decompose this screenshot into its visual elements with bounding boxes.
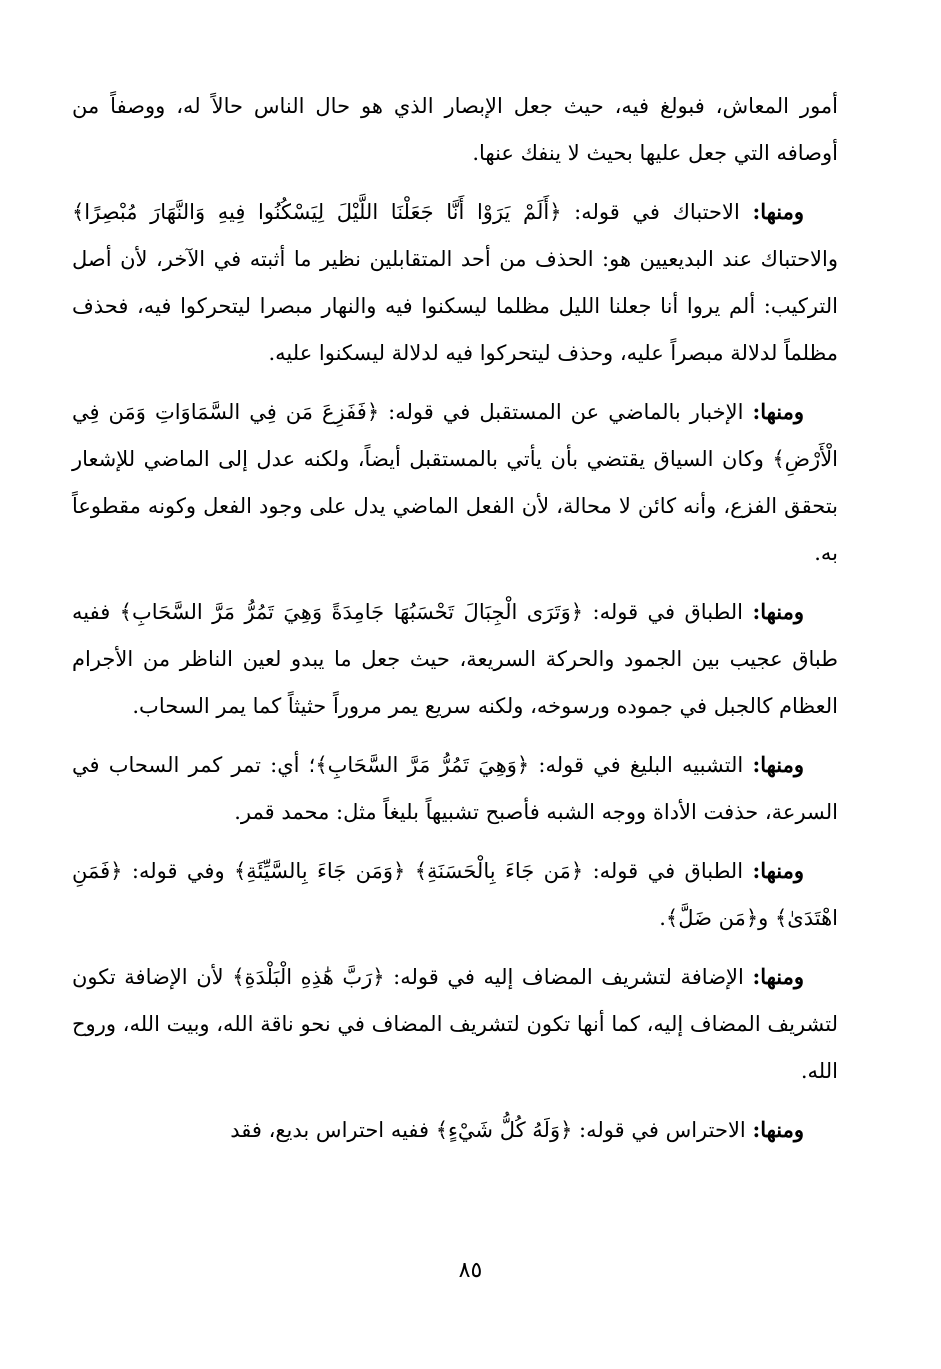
paragraph-6 <box>72 847 838 942</box>
paragraph-lead: ومنها: <box>752 1117 804 1142</box>
paragraph-text: أمور المعاش، فبولغ فيه، حيث جعل الإبصار الذي هو حال الناس حالاً له، ووصفاً من أوصافه التي جعل عليها بحيث لا ينفك عنها. <box>72 94 838 165</box>
paragraph-text: التشبيه البليغ في قوله: ﴿وَهِيَ تَمُرُّ مَرَّ السَّحَابِ﴾؛ أي: تمر كمر السحاب في السرعة، حذفت الأداة ووجه الشبه فأصبح تشبيهاً بليغاً مثل: محمد قمر. <box>72 753 838 824</box>
paragraph-text: الإضافة لتشريف المضاف إليه في قوله: ﴿رَبَّ هَٰذِهِ الْبَلْدَةِ﴾ لأن الإضافة تكون لتشريف المضاف إليه، كما أنها تكون لتشريف المضاف في نحو ناقة الله، وبيت الله، وروح الله. <box>72 965 838 1083</box>
paragraph-7 <box>72 953 838 1095</box>
paragraph-lead: ومنها: <box>752 199 804 224</box>
page-body <box>72 82 838 1165</box>
paragraph-text: الاحتباك في قوله: ﴿أَلَمْ يَرَوْا أَنَّا جَعَلْنَا اللَّيْلَ لِيَسْكُنُوا فِيهِ وَالنَّهَارَ مُبْصِرًا﴾ والاحتباك عند البديعيين هو: الحذف من أحد المتقابلين نظير ما أثبته في الآخر، لأن أصل التركيب: ألم يروا أنا جعلنا الليل مظلما ليسكنوا فيه والنهار مبصرا ليتحركوا فيه، فحذف مظلماً لدلالة مبصراً عليه، وحذف ليتحركوا فيه لدلالة ليسكنوا عليه. <box>72 200 838 365</box>
paragraph-2 <box>72 188 838 377</box>
paragraph-text: الاحتراس في قوله: ﴿وَلَهُ كُلُّ شَيْءٍ﴾ ففيه احتراس بديع، فقد <box>230 1118 753 1142</box>
paragraph-5 <box>72 741 838 836</box>
paragraph-text: الطباق في قوله: ﴿وَتَرَى الْجِبَالَ تَحْسَبُهَا جَامِدَةً وَهِيَ تَمُرُّ مَرَّ السَّحَابِ﴾ ففيه طباق عجيب بين الجمود والحركة السريعة، حيث جعل ما يبدو لعين الناظر من الأجرام العظام كالجبل في جموده ورسوخه، ولكنه سريع يمر مروراً حثيثاً كما يمر السحاب. <box>72 600 838 718</box>
paragraph-lead: ومنها: <box>752 752 804 777</box>
paragraph-4 <box>72 588 838 730</box>
paragraph-8 <box>72 1106 838 1154</box>
page-number: ٨٥ <box>458 1258 483 1283</box>
paragraph-lead: ومنها: <box>752 858 804 883</box>
paragraph-1 <box>72 82 838 177</box>
paragraph-text: الإخبار بالماضي عن المستقبل في قوله: ﴿فَفَزِعَ مَن فِي السَّمَاوَاتِ وَمَن فِي الْأَرْضِ﴾ وكان السياق يقتضي بأن يأتي بالمستقبل أيضاً، ولكنه عدل إلى الماضي للإشعار بتحقق الفزع، وأنه كائن لا محالة، لأن الفعل الماضي يدل على وجود الفعل وكونه مقطوعاً به. <box>72 400 838 565</box>
paragraph-lead: ومنها: <box>752 399 804 424</box>
paragraph-3 <box>72 388 838 577</box>
paragraph-lead: ومنها: <box>752 964 804 989</box>
paragraph-text: الطباق في قوله: ﴿مَن جَاءَ بِالْحَسَنَةِ﴾ ﴿وَمَن جَاءَ بِالسَّيِّئَةِ﴾ وفي قوله: ﴿فَمَنِ اهْتَدَىٰ﴾ و﴿مَن ضَلَّ﴾. <box>72 859 838 930</box>
paragraph-lead: ومنها: <box>752 599 804 624</box>
